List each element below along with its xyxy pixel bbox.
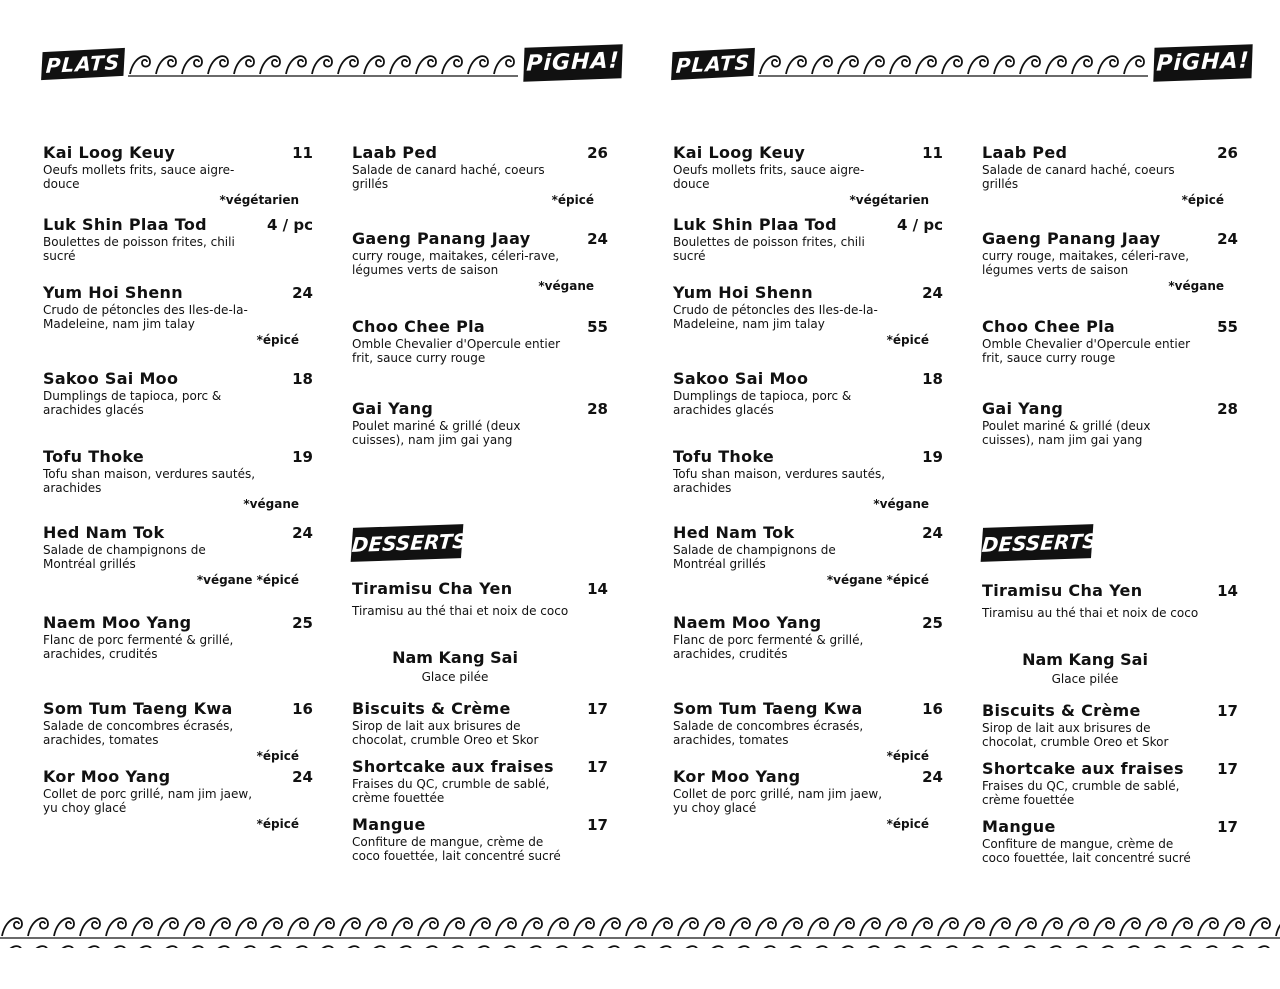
item-price: 14	[587, 580, 608, 598]
item-description: Salade de canard haché, coeurs grillés	[352, 163, 545, 191]
item-price: 16	[922, 700, 943, 718]
item-description: Fraises du QC, crumble de sablé, crème fouettée	[982, 779, 1180, 807]
item-name: Hed Nam Tok	[673, 523, 795, 542]
dessert-item	[352, 758, 614, 805]
menu-item	[982, 318, 1244, 365]
brand-logo: PiGHA!	[523, 44, 622, 81]
item-description: Glace pilée	[1051, 672, 1119, 686]
item-name: Sakoo Sai Moo	[43, 369, 179, 388]
item-name: Choo Chee Pla	[352, 317, 486, 336]
dessert-item	[982, 702, 1244, 749]
item-tags: *épicé	[551, 193, 594, 207]
item-tags: *végane *épicé	[196, 573, 299, 587]
item-name: Kai Loog Keuy	[43, 143, 176, 162]
item-description: Dumplings de tapioca, porc & arachides glacés	[673, 389, 852, 417]
item-price: 18	[922, 370, 943, 388]
item-price: 16	[292, 700, 313, 718]
item-description: curry rouge, maitakes, céleri-rave, légumes verts de saison	[982, 249, 1190, 277]
item-description: Salade de concombres écrasés, arachides, tomates	[43, 719, 234, 747]
item-name: Mangue	[982, 817, 1056, 836]
item-description: Omble Chevalier d'Opercule entier frit, sauce curry rouge	[352, 337, 561, 365]
special-item	[982, 650, 1188, 686]
item-tags: *végane	[243, 497, 299, 511]
item-name: Choo Chee Pla	[982, 317, 1116, 336]
item-name: Gai Yang	[352, 399, 434, 418]
item-price: 24	[292, 768, 313, 786]
menu-item	[43, 768, 319, 831]
menu-item	[673, 448, 949, 511]
item-price: 19	[922, 448, 943, 466]
item-description: Oeufs mollets frits, sauce aigre-douce	[43, 163, 235, 191]
menu-item	[673, 216, 949, 263]
item-description: Boulettes de poisson frites, chili sucré	[43, 235, 235, 263]
menu-item	[673, 768, 949, 831]
item-description: Collet de porc grillé, nam jim jaew, yu choy glacé	[43, 787, 253, 815]
menu-item	[673, 614, 949, 661]
menu-item	[43, 370, 319, 417]
item-description: Sirop de lait aux brisures de chocolat, crumble Oreo et Skor	[982, 721, 1169, 749]
item-price: 55	[1217, 318, 1238, 336]
item-name: Nam Kang Sai	[392, 648, 518, 667]
item-price: 17	[1217, 818, 1238, 836]
item-price: 24	[1217, 230, 1238, 248]
desserts-title: DESSERTS	[981, 524, 1094, 562]
item-name: Naem Moo Yang	[43, 613, 192, 632]
item-name: Gaeng Panang Jaay	[982, 229, 1161, 248]
item-price: 11	[922, 144, 943, 162]
item-description: Crudo de pétoncles des Iles-de-la-Madeleine, nam jim talay	[43, 303, 248, 331]
footer-wave-decoration	[0, 912, 1280, 948]
item-price: 19	[292, 448, 313, 466]
item-tags: *végétarien	[849, 193, 929, 207]
menu-item	[43, 144, 319, 207]
item-description: Sirop de lait aux brisures de chocolat, crumble Oreo et Skor	[352, 719, 539, 747]
menu-item	[982, 400, 1244, 447]
item-name: Tofu Thoke	[43, 447, 145, 466]
menu-item	[352, 230, 614, 293]
item-price: 17	[1217, 760, 1238, 778]
item-description: Flanc de porc fermenté & grillé, arachides, crudités	[43, 633, 234, 661]
item-tags: *végane	[873, 497, 929, 511]
item-name: Kor Moo Yang	[43, 767, 171, 786]
item-price: 17	[587, 700, 608, 718]
menu-item	[43, 284, 319, 347]
dessert-item	[982, 760, 1244, 807]
dessert-item	[352, 816, 614, 863]
item-name: Tiramisu Cha Yen	[982, 581, 1143, 600]
item-description: Boulettes de poisson frites, chili sucré	[673, 235, 865, 263]
item-tags: *épicé	[256, 333, 299, 347]
item-name: Gai Yang	[982, 399, 1064, 418]
menu-item	[43, 524, 319, 587]
menu-item	[352, 144, 614, 207]
item-price: 24	[587, 230, 608, 248]
item-price: 55	[587, 318, 608, 336]
item-description: Omble Chevalier d'Opercule entier frit, sauce curry rouge	[982, 337, 1191, 365]
item-tags: *épicé	[886, 817, 929, 831]
item-description: Poulet mariné & grillé (deux cuisses), nam jim gai yang	[352, 419, 521, 447]
item-name: Laab Ped	[352, 143, 438, 162]
item-name: Kai Loog Keuy	[673, 143, 806, 162]
plats-title: PLATS	[671, 48, 755, 80]
item-tags: *épicé	[886, 333, 929, 347]
wave-decoration	[128, 50, 518, 78]
item-description: Flanc de porc fermenté & grillé, arachides, crudités	[673, 633, 864, 661]
item-description: Tofu shan maison, verdures sautés, arachides	[43, 467, 256, 495]
menu-item	[982, 230, 1244, 293]
item-price: 17	[1217, 702, 1238, 720]
item-price: 18	[292, 370, 313, 388]
item-price: 26	[1217, 144, 1238, 162]
item-description: Tiramisu au thé thai et noix de coco	[982, 606, 1199, 620]
menu-item	[352, 400, 614, 447]
item-price: 24	[922, 284, 943, 302]
item-description: Poulet mariné & grillé (deux cuisses), nam jim gai yang	[982, 419, 1151, 447]
special-item	[352, 648, 558, 684]
desserts-title: DESSERTS	[351, 524, 464, 562]
item-tags: *végétarien	[219, 193, 299, 207]
item-tags: *végane	[1168, 279, 1224, 293]
dessert-item	[352, 580, 614, 618]
item-description: Crudo de pétoncles des Iles-de-la-Madeleine, nam jim talay	[673, 303, 878, 331]
item-name: Mangue	[352, 815, 426, 834]
item-description: Tiramisu au thé thai et noix de coco	[352, 604, 569, 618]
item-description: Tofu shan maison, verdures sautés, arachides	[673, 467, 886, 495]
item-description: Salade de concombres écrasés, arachides, tomates	[673, 719, 864, 747]
item-name: Hed Nam Tok	[43, 523, 165, 542]
item-name: Luk Shin Plaa Tod	[673, 215, 837, 234]
menu-header	[670, 44, 1252, 84]
item-name: Som Tum Taeng Kwa	[43, 699, 233, 718]
item-name: Som Tum Taeng Kwa	[673, 699, 863, 718]
item-tags: *épicé	[256, 817, 299, 831]
item-name: Tofu Thoke	[673, 447, 775, 466]
item-description: Dumplings de tapioca, porc & arachides glacés	[43, 389, 222, 417]
menu-header	[40, 44, 622, 84]
item-price: 11	[292, 144, 313, 162]
item-description: Salade de champignons de Montréal grillés	[673, 543, 836, 571]
item-name: Laab Ped	[982, 143, 1068, 162]
item-description: Fraises du QC, crumble de sablé, crème fouettée	[352, 777, 550, 805]
item-name: Yum Hoi Shenn	[43, 283, 183, 302]
item-description: Salade de champignons de Montréal grillés	[43, 543, 206, 571]
brand-logo: PiGHA!	[1153, 44, 1252, 81]
item-price: 28	[1217, 400, 1238, 418]
menu-item	[982, 144, 1244, 207]
item-description: Confiture de mangue, crème de coco fouettée, lait concentré sucré	[352, 835, 561, 863]
dessert-item	[982, 582, 1244, 620]
item-tags: *épicé	[1181, 193, 1224, 207]
item-price: 17	[587, 758, 608, 776]
plats-title: PLATS	[41, 48, 125, 80]
menu-item	[673, 700, 949, 763]
item-tags: *épicé	[256, 749, 299, 763]
item-name: Luk Shin Plaa Tod	[43, 215, 207, 234]
item-price: 25	[922, 614, 943, 632]
menu-item	[43, 700, 319, 763]
wave-decoration	[758, 50, 1148, 78]
item-name: Shortcake aux fraises	[982, 759, 1184, 778]
menu-item	[673, 284, 949, 347]
item-description: curry rouge, maitakes, céleri-rave, légumes verts de saison	[352, 249, 560, 277]
menu-item	[673, 144, 949, 207]
item-tags: *végane *épicé	[826, 573, 929, 587]
item-description: Salade de canard haché, coeurs grillés	[982, 163, 1175, 191]
item-price: 25	[292, 614, 313, 632]
item-tags: *épicé	[886, 749, 929, 763]
item-price: 14	[1217, 582, 1238, 600]
item-price: 24	[922, 524, 943, 542]
item-price: 17	[587, 816, 608, 834]
item-name: Biscuits & Crème	[352, 699, 511, 718]
item-name: Naem Moo Yang	[673, 613, 822, 632]
menu-item	[673, 524, 949, 587]
item-name: Shortcake aux fraises	[352, 757, 554, 776]
item-price: 26	[587, 144, 608, 162]
menu-panel-right	[630, 0, 1270, 989]
item-name: Biscuits & Crème	[982, 701, 1141, 720]
dessert-item	[982, 818, 1244, 865]
item-price: 4 / pc	[267, 216, 313, 234]
item-price: 24	[922, 768, 943, 786]
menu-item	[43, 614, 319, 661]
item-name: Gaeng Panang Jaay	[352, 229, 531, 248]
item-price: 24	[292, 524, 313, 542]
item-description: Oeufs mollets frits, sauce aigre-douce	[673, 163, 865, 191]
item-tags: *végane	[538, 279, 594, 293]
item-description: Collet de porc grillé, nam jim jaew, yu choy glacé	[673, 787, 883, 815]
item-name: Yum Hoi Shenn	[673, 283, 813, 302]
item-description: Confiture de mangue, crème de coco fouettée, lait concentré sucré	[982, 837, 1191, 865]
item-name: Sakoo Sai Moo	[673, 369, 809, 388]
item-name: Kor Moo Yang	[673, 767, 801, 786]
item-name: Nam Kang Sai	[1022, 650, 1148, 669]
item-price: 4 / pc	[897, 216, 943, 234]
dessert-item	[352, 700, 614, 747]
item-description: Glace pilée	[421, 670, 489, 684]
item-price: 24	[292, 284, 313, 302]
item-price: 28	[587, 400, 608, 418]
item-name: Tiramisu Cha Yen	[352, 579, 513, 598]
menu-item	[43, 216, 319, 263]
menu-item	[43, 448, 319, 511]
menu-item	[673, 370, 949, 417]
menu-item	[352, 318, 614, 365]
